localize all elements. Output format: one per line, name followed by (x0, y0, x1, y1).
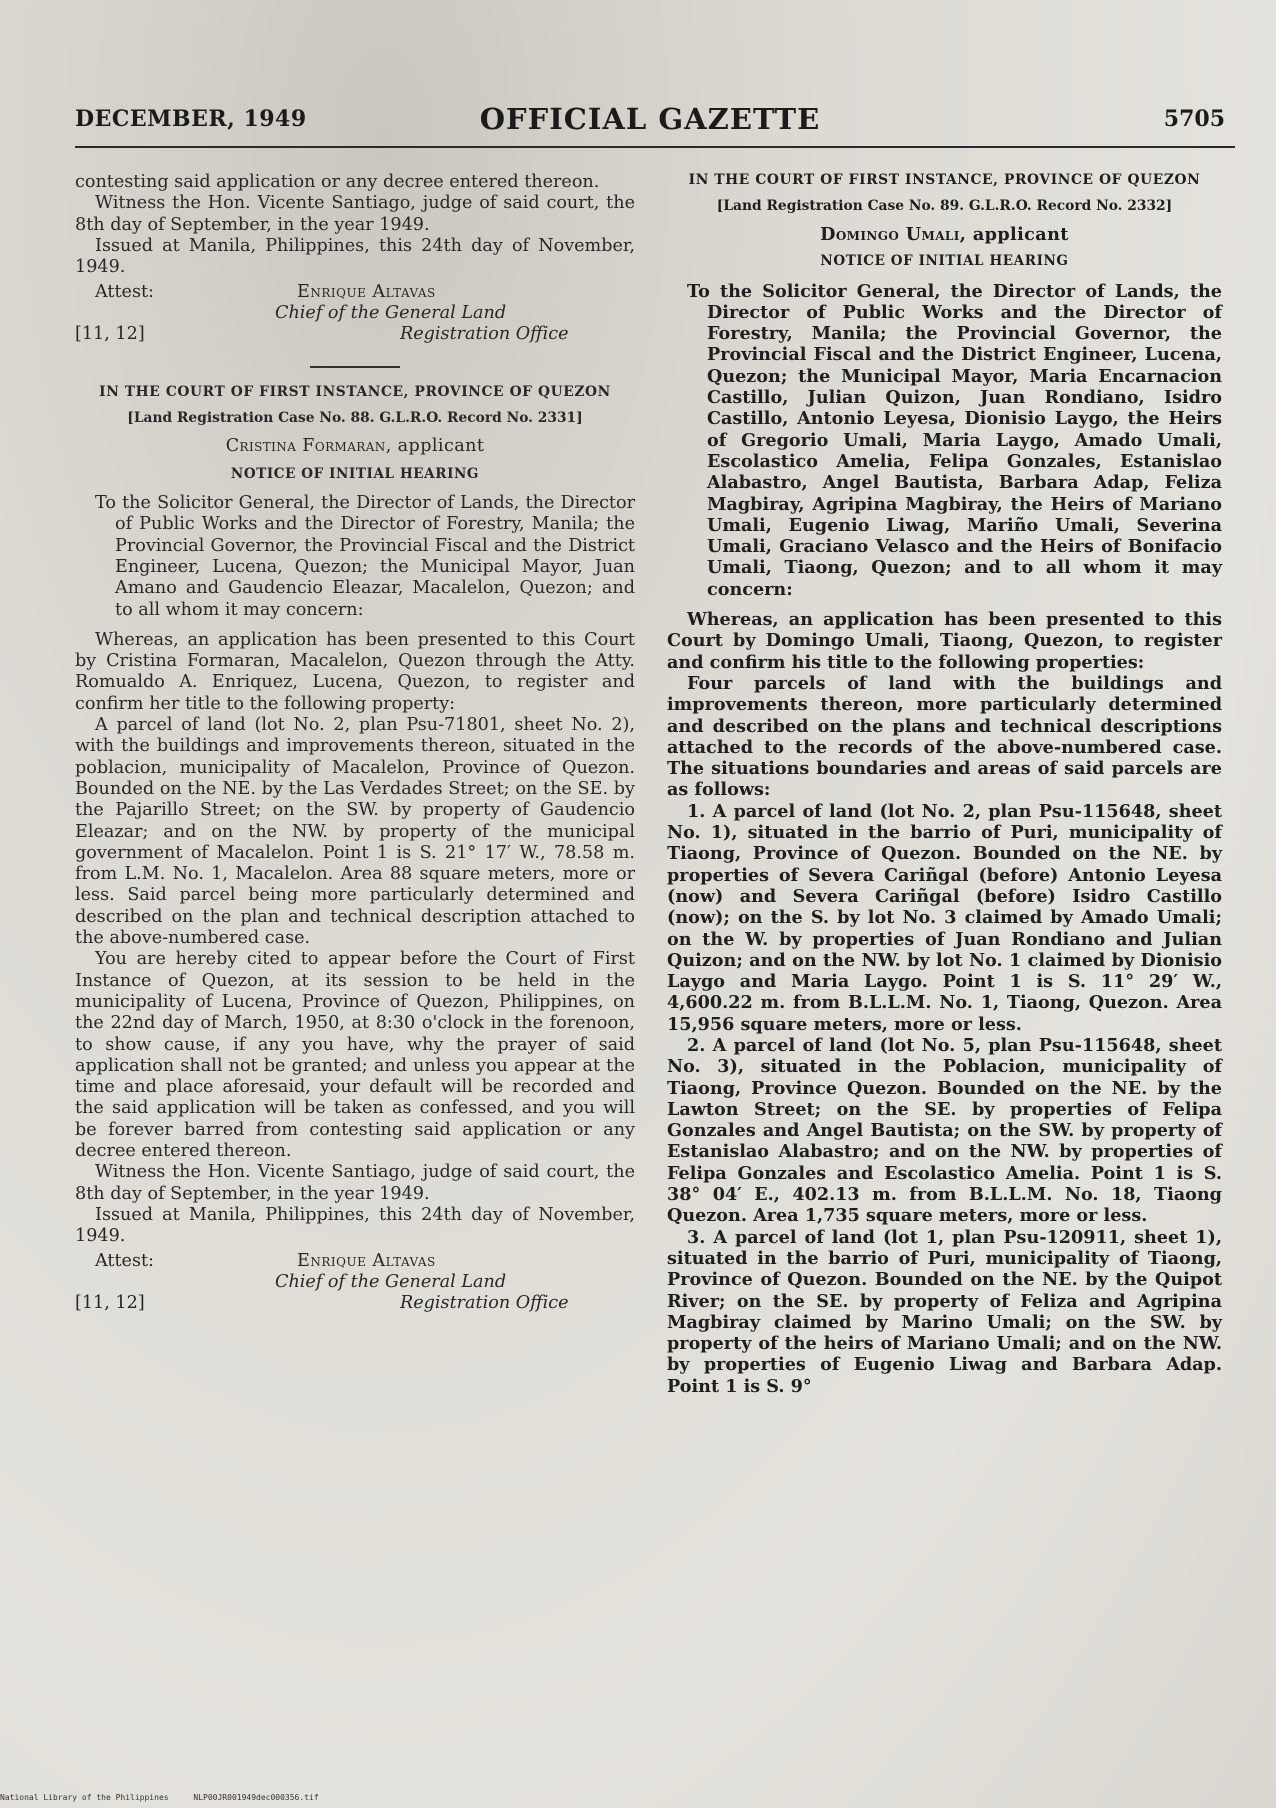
notice-title: NOTICE OF INITIAL HEARING (820, 253, 1069, 270)
left-column (75, 172, 635, 1317)
attest-label: Attest: (95, 1251, 154, 1272)
notice-title: NOTICE OF INITIAL HEARING (230, 465, 480, 482)
header-rule (75, 146, 1235, 148)
attestation-block (75, 1251, 635, 1317)
attest-position-line1: Chief of the General Land (275, 1272, 507, 1293)
header-title: OFFICIAL GAZETTE (479, 102, 821, 136)
citation-paragraph: You are hereby cited to appear before the Court of First Instance of Quezon, at its session to be held in the municipality of Lucena, Province of Quezon, Philippines, on the 22nd day of March, 1950, at 8:30 o'clock in the forenoon, to show cause, if any you have, why the prayer of said application shall not be granted; and unless you appear at the time and place aforesaid, your default will be recorded and the said application will be taken as confessed, and you will be forever barred from contesting said application or any decree entered thereon. (75, 949, 635, 1161)
right-column (667, 172, 1222, 1397)
applicant-suffix: , applicant (959, 224, 1069, 245)
parcel-3-paragraph: 3. A parcel of land (lot 1, plan Psu-120911, sheet 1), situated in the barrio of Puri, municipality of Tiaong, Province of Quezon. Bounded on the NE. by the Quipot River; on the SE. by property of Feliza and Agripina Magbiray claimed by Marino Umali; on the SW. by property of the heirs of Mariano Umali; and on the NW. by properties of Eugenio Liwag and Barbara Adap. Point 1 is S. 9° (667, 1226, 1222, 1397)
attest-issue-tag: [11, 12] (75, 1293, 145, 1314)
section-divider (310, 366, 400, 368)
attestation-block (75, 282, 635, 348)
footer-file: NLP00JR001949dec000356.tif (193, 1793, 319, 1802)
case-heading: [Land Registration Case No. 89. G.L.R.O. Record No. 2332] (716, 198, 1173, 214)
attest-label: Attest: (95, 282, 154, 303)
case-heading: [Land Registration Case No. 88. G.L.R.O. Record No. 2331] (127, 410, 583, 427)
attest-position-line2: Registration Office (400, 324, 569, 345)
page-number: 5705 (1163, 106, 1225, 132)
court-heading: IN THE COURT OF FIRST INSTANCE, PROVINCE OF QUEZON (99, 384, 611, 401)
attest-position-line2: Registration Office (400, 1293, 569, 1314)
applicant-line (667, 224, 1222, 245)
whereas-paragraph: Whereas, an application has been presented to this Court by Cristina Formaran, Macalelon, Quezon through the Atty. Romualdo A. Enriquez, Lucena, Quezon, to register and confirm her title to the following property: (75, 629, 635, 714)
applicant-line (75, 436, 635, 457)
addressees-paragraph: To the Solicitor General, the Director of Lands, the Director of Public Works and the Director of Forestry, Manila; the Provincial Governor, the Provincial Fiscal and the District Engineer, Lucena, Quezon; the Municipal Mayor, Juan Amano and Gaudencio Eleazar, Macalelon, Quezon; and to all whom it may concern: (95, 493, 635, 620)
attest-name: Enrique Altavas (297, 1251, 436, 1272)
scan-footer (0, 1793, 1276, 1802)
footer-library: National Library of the Philippines (0, 1793, 169, 1802)
witness-paragraph: Witness the Hon. Vicente Santiago, judge of said court, the 8th day of September, in the year 1949. (75, 1162, 635, 1204)
parcels-intro-paragraph: Four parcels of land with the buildings and improvements thereon, more particularly determined and described on the plans and technical descriptions attached to the records of the above-numbered case. The situations boundaries and areas of said parcels are as follows: (667, 672, 1222, 801)
parcel-2-paragraph: 2. A parcel of land (lot No. 5, plan Psu-115648, sheet No. 3), situated in the Poblacion, municipality of Tiaong, Province Quezon. Bounded on the NE. by the Lawton Street; on the SE. by properties of Felipa Gonzales and Angel Bautista; on the SW. by property of Estanislao Alabastro; and on the NW. by properties of Felipa Gonzales and Escolastico Amelia. Point 1 is S. 38° 04′ E., 402.13 m. from B.L.L.M. No. 18, Tiaong Quezon. Area 1,735 square meters, more or less. (667, 1034, 1222, 1227)
parcel-1-paragraph: 1. A parcel of land (lot No. 2, plan Psu-115648, sheet No. 1), situated in the barrio of Puri, municipality of Tiaong, Province of Quezon. Bounded on the NE. by properties of Severa Cariñgal (before) Antonio Leyesa (now) and Severa Cariñgal (before) Isidro Castillo (now); on the S. by lot No. 3 claimed by Amado Umali; on the W. by properties of Juan Rondiano and Julian Quizon; and on the NW. by lot No. 1 claimed by Dionisio Laygo and Maria Laygo. Point 1 is S. 11° 29′ W., 4,600.22 m. from B.L.L.M. No. 1, Tiaong, Quezon. Area 15,956 square meters, more or less. (667, 800, 1222, 1035)
applicant-name: Cristina Formaran (225, 436, 386, 457)
page-header (75, 102, 1225, 142)
continued-paragraph: contesting said application or any decree entered thereon. (75, 172, 600, 192)
applicant-suffix: , applicant (385, 436, 485, 457)
witness-paragraph: Witness the Hon. Vicente Santiago, judge of said court, the 8th day of September, in the year 1949. (75, 193, 635, 235)
attest-issue-tag: [11, 12] (75, 324, 145, 345)
issued-paragraph: Issued at Manila, Philippines, this 24th day of November, 1949. (75, 1204, 635, 1247)
issued-paragraph: Issued at Manila, Philippines, this 24th day of November, 1949. (75, 235, 635, 278)
applicant-name: Domingo Umali (820, 224, 960, 245)
attest-position-line1: Chief of the General Land (275, 303, 507, 324)
parcel-paragraph: A parcel of land (lot No. 2, plan Psu-71801, sheet No. 2), with the buildings and improvements thereon, situated in the poblacion, municipality of Macalelon, Province of Quezon. Bounded on the NE. by the Las Verdades Street; on the SE. by the Pajarillo Street; on the SW. by property of Gaudencio Eleazar; and on the NW. by property of the municipal government of Macalelon. Point 1 is S. 21° 17′ W., 78.58 m. from L.M. No. 1, Macalelon. Area 88 square meters, more or less. Said parcel being more particularly determined and described on the plan and technical description attached to the above-numbered case. (75, 715, 635, 949)
header-date: DECEMBER, 1949 (75, 106, 307, 132)
attest-name: Enrique Altavas (297, 282, 436, 303)
court-heading: IN THE COURT OF FIRST INSTANCE, PROVINCE OF QUEZON (688, 172, 1201, 188)
addressees-paragraph: To the Solicitor General, the Director of Lands, the Director of Public Works and the Director of Forestry, Manila; the Provincial Governor, the Provincial Fiscal and the District Engineer, Lucena, Quezon; the Municipal Mayor, Maria Encarnacion Castillo, Julian Quizon, Juan Rondiano, Isidro Castillo, Antonio Leyesa, Dionisio Laygo, the Heirs of Gregorio Umali, Maria Laygo, Amado Umali, Escolastico Amelia, Felipa Gonzales, Estanislao Alabastro, Angel Bautista, Barbara Adap, Feliza Magbiray, Agripina Magbiray, the Heirs of Mariano Umali, Eugenio Liwag, Mariño Umali, Severina Umali, Graciano Velasco and the Heirs of Bonifacio Umali, Tiaong, Quezon; and to all whom it may concern: (687, 280, 1222, 600)
whereas-paragraph: Whereas, an application has been presented to this Court by Domingo Umali, Tiaong, Quezon, to register and confirm his title to the following properties: (667, 609, 1222, 673)
